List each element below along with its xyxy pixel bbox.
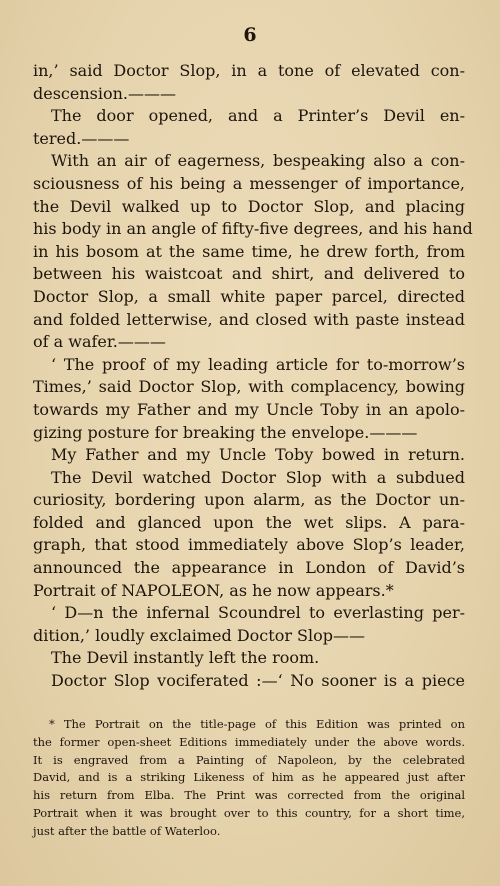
body-line: towards my Father and my Uncle Toby in an apolo-: [33, 399, 465, 419]
body-line: The Devil watched Doctor Slop with a subdued: [51, 467, 465, 487]
body-line: between his waistcoat and shirt, and delivered to: [33, 264, 465, 284]
body-line: Portrait of NAPOLEON, as he now appears.*: [33, 580, 394, 600]
body-line: and folded letterwise, and closed with paste instead: [33, 309, 465, 329]
body-line: ‘ D—n the infernal Scoundrel to everlasting per-: [51, 603, 465, 623]
body-line: Doctor Slop vociferated :—‘ No sooner is a piece: [51, 671, 465, 691]
body-line: My Father and my Uncle Toby bowed in return.: [51, 445, 465, 465]
footnote-line: just after the battle of Waterloo.: [33, 823, 221, 838]
body-line: tered.———: [33, 128, 130, 148]
footnote-line: Portrait when it was brought over to this country, for a short time,: [33, 805, 465, 820]
footnote: [33, 716, 465, 841]
footnote-line: the former open-sheet Editions immediately under the above words.: [33, 734, 465, 749]
body-line: dition,’ loudly exclaimed Doctor Slop——: [33, 625, 366, 645]
footnote-line: * The Portrait on the title-page of this Edition was printed on: [49, 717, 465, 731]
footnote-line: It is engraved from a Painting of Napoleon, by the celebrated: [33, 752, 465, 767]
body-line: sciousness of his being a messenger of importance,: [33, 173, 465, 193]
body-line: the Devil walked up to Doctor Slop, and placing: [33, 196, 465, 216]
body-line: folded and glanced upon the wet slips. A para-: [33, 512, 465, 532]
footnote-line: his return from Elba. The Print was corrected from the original: [33, 788, 465, 803]
body-line: With an air of eagerness, bespeaking also a con-: [51, 151, 465, 171]
body-line: Doctor Slop, a small white paper parcel, directed: [33, 286, 465, 306]
body-line: in,’ said Doctor Slop, in a tone of elevated con-: [33, 61, 465, 80]
body-line: The door opened, and a Printer’s Devil en-: [51, 106, 465, 126]
body-line: Times,’ said Doctor Slop, with complacency, bowing: [33, 377, 465, 397]
body-line: in his bosom at the same time, he drew forth, from: [33, 241, 465, 261]
body-line: curiosity, bordering upon alarm, as the Doctor un-: [33, 490, 465, 510]
body-line: of a wafer.———: [33, 332, 166, 352]
page-number: 6: [243, 24, 257, 46]
body-line: descension.———: [33, 83, 177, 103]
body-line: announced the appearance in London of David’s: [33, 558, 465, 578]
body-line: gizing posture for breaking the envelope.———: [33, 422, 418, 442]
body-line: his body in an angle of fifty-five degrees, and his hand: [33, 219, 473, 239]
body-text: [33, 60, 473, 693]
body-line: graph, that stood immediately above Slop’s leader,: [33, 535, 465, 555]
body-line: ‘ The proof of my leading article for to-morrow’s: [51, 354, 465, 374]
body-line: The Devil instantly left the room.: [51, 648, 320, 668]
footnote-line: David, and is a striking Likeness of him as he appeared just after: [33, 770, 465, 785]
